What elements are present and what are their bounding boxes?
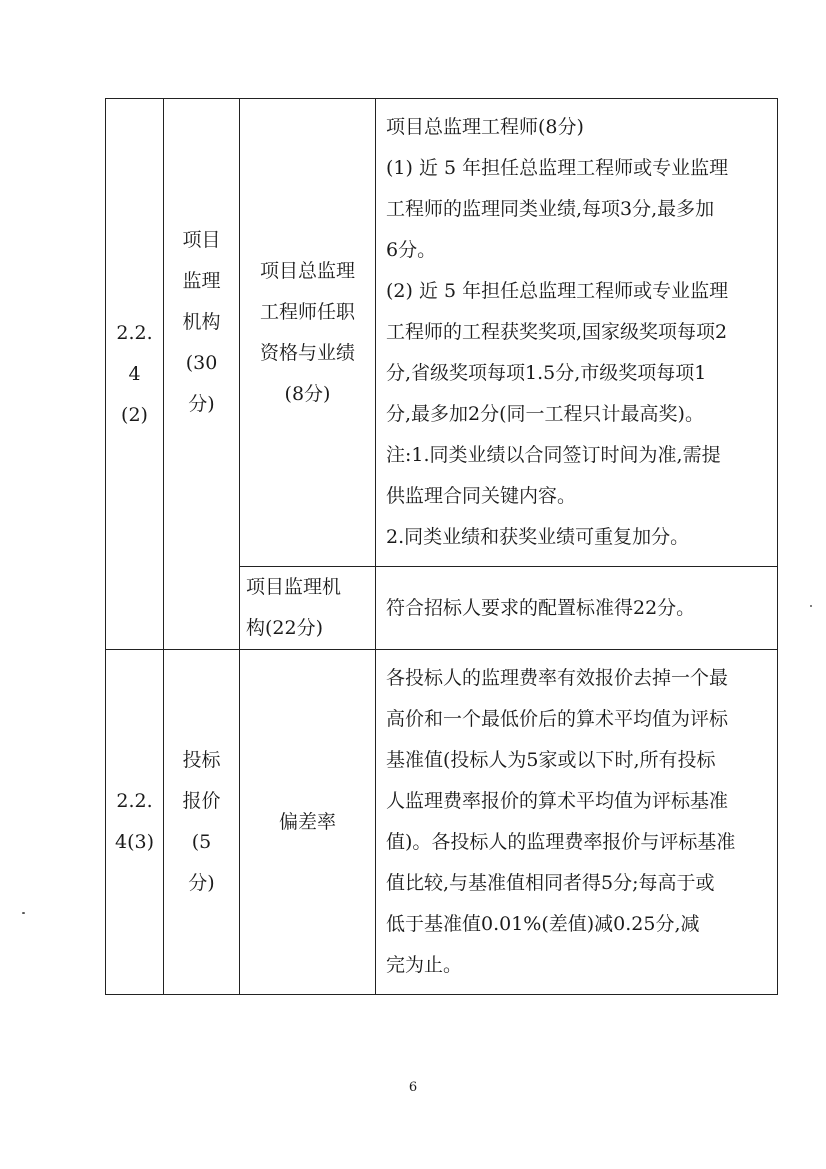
- category-line: 分): [188, 872, 215, 894]
- description-line: 完为止。: [386, 954, 463, 976]
- description-line: 工程师的工程获奖奖项,国家级奖项每项2: [386, 321, 728, 343]
- description-line: 工程师的监理同类业绩,每项3分,最多加: [386, 198, 715, 220]
- category-line: 报价: [182, 790, 221, 812]
- description-line: 各投标人的监理费率有效报价去掉一个最: [386, 667, 729, 689]
- category-line: (5: [191, 831, 212, 853]
- category-line: 监理: [182, 269, 221, 292]
- item-number-line: (2): [121, 403, 148, 426]
- description-cell: [376, 650, 778, 995]
- description-line: 人监理费率报价的算术平均值为评标基准: [386, 790, 729, 812]
- category-line: 机构: [182, 310, 221, 333]
- item-number-line: 2.2.: [116, 790, 153, 812]
- table-row: [106, 99, 778, 567]
- subcategory-line: 偏差率: [278, 810, 336, 833]
- description-line: 低于基准值0.01%(差值)减0.25分,减: [386, 913, 700, 935]
- category-line: (30: [185, 351, 218, 374]
- subcategory-cell: [240, 99, 376, 567]
- subcategory-line: 资格与业绩: [259, 341, 355, 364]
- scan-speck: [810, 605, 812, 607]
- description-cell: [376, 99, 778, 567]
- item-number-line: 4: [128, 362, 141, 385]
- description-line: 高价和一个最低价后的算术平均值为评标: [386, 708, 729, 730]
- subcategory-line: (8分): [284, 382, 331, 405]
- item-number-cell: [106, 650, 164, 995]
- description-line: 值比较,与基准值相同者得5分;每高于或: [386, 872, 715, 894]
- description-line: 分,省级奖项每项1.5分,市级奖项每项1: [386, 362, 707, 384]
- description-cell: [376, 567, 778, 650]
- scoring-table: [105, 98, 778, 995]
- description-line: 项目总监理工程师(8分): [386, 116, 584, 138]
- page-number: 6: [408, 1080, 418, 1095]
- description-line: 基准值(投标人为5家或以下时,所有投标: [386, 749, 716, 771]
- description-line: 供监理合同关键内容。: [386, 485, 577, 507]
- description-line: 注:1.同类业绩以合同签订时间为准,需提: [386, 444, 721, 466]
- description-line: 符合招标人要求的配置标准得22分。: [386, 596, 696, 619]
- description-line: 值)。各投标人的监理费率报价与评标基准: [386, 831, 736, 853]
- description-line: 2.同类业绩和获奖业绩可重复加分。: [386, 526, 690, 548]
- subcategory-line: 项目总监理: [259, 259, 355, 282]
- category-line: 项目: [182, 228, 221, 251]
- subcategory-line: 构(22分): [246, 617, 324, 639]
- subcategory-line: 工程师任职: [259, 300, 355, 323]
- category-cell: [164, 99, 240, 650]
- item-number-cell: [106, 99, 164, 650]
- subcategory-cell: [240, 650, 376, 995]
- category-cell: [164, 650, 240, 995]
- scan-speck: [22, 912, 25, 914]
- table-row: [106, 650, 778, 995]
- category-line: 投标: [182, 749, 221, 771]
- description-line: 6分。: [386, 239, 437, 261]
- description-line: (1) 近 5 年担任总监理工程师或专业监理: [386, 157, 729, 179]
- category-line: 分): [188, 392, 215, 415]
- item-number-line: 2.2.: [116, 321, 153, 344]
- subcategory-cell: [240, 567, 376, 650]
- item-number-line: 4(3): [114, 831, 154, 853]
- description-line: 分,最多加2分(同一工程只计最高奖)。: [386, 403, 704, 425]
- subcategory-line: 项目监理机: [246, 576, 342, 598]
- description-line: (2) 近 5 年担任总监理工程师或专业监理: [386, 280, 729, 302]
